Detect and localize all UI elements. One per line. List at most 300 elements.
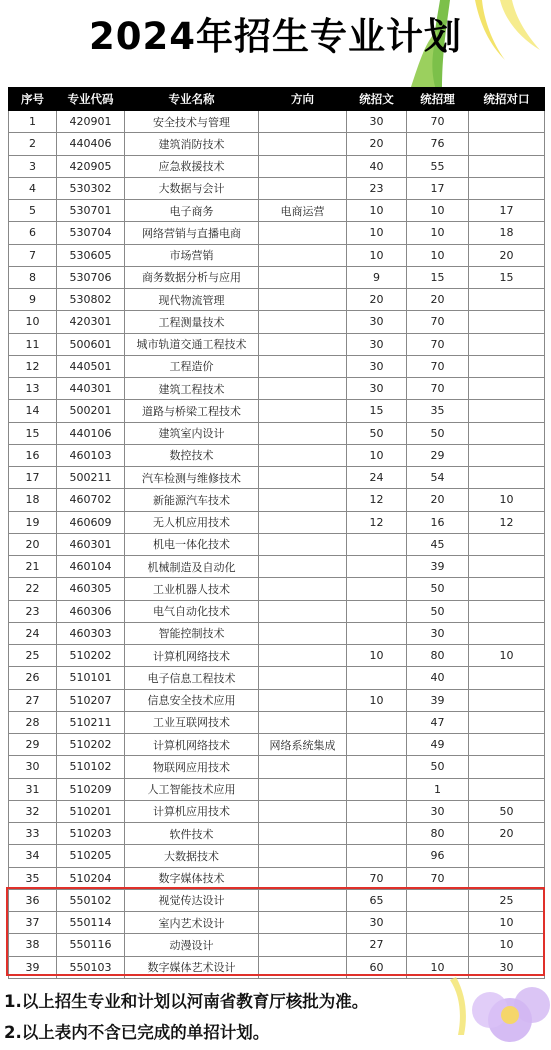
cell-code: 550102 — [57, 889, 125, 911]
cell-code: 460301 — [57, 533, 125, 555]
cell-vocational — [469, 177, 545, 199]
cell-vocational — [469, 556, 545, 578]
cell-index: 12 — [9, 355, 57, 377]
cell-code: 500201 — [57, 400, 125, 422]
cell-vocational — [469, 578, 545, 600]
cell-arts: 50 — [347, 422, 407, 444]
cell-index: 28 — [9, 711, 57, 733]
cell-major: 建筑消防技术 — [125, 133, 259, 155]
cell-index: 25 — [9, 645, 57, 667]
cell-science: 76 — [407, 133, 469, 155]
table-row — [9, 689, 545, 711]
table-row — [9, 800, 545, 822]
cell-code: 530706 — [57, 266, 125, 288]
cell-index: 31 — [9, 778, 57, 800]
cell-index: 30 — [9, 756, 57, 778]
table-row — [9, 734, 545, 756]
notes — [4, 986, 368, 1048]
table-row — [9, 489, 545, 511]
cell-science: 29 — [407, 444, 469, 466]
table-row — [9, 111, 545, 133]
cell-direction — [259, 177, 347, 199]
cell-science: 30 — [407, 622, 469, 644]
cell-direction: 网络系统集成 — [259, 734, 347, 756]
cell-science: 10 — [407, 244, 469, 266]
table-row — [9, 600, 545, 622]
cell-index: 1 — [9, 111, 57, 133]
cell-arts: 20 — [347, 289, 407, 311]
cell-index: 19 — [9, 511, 57, 533]
table-row — [9, 912, 545, 934]
cell-major: 电子商务 — [125, 200, 259, 222]
cell-direction — [259, 467, 347, 489]
cell-code: 510102 — [57, 756, 125, 778]
cell-major: 建筑室内设计 — [125, 422, 259, 444]
cell-major: 机械制造及自动化 — [125, 556, 259, 578]
cell-major: 工业机器人技术 — [125, 578, 259, 600]
cell-index: 6 — [9, 222, 57, 244]
cell-arts — [347, 711, 407, 733]
cell-code: 510101 — [57, 667, 125, 689]
header-index: 序号 — [9, 88, 57, 111]
cell-major: 应急救援技术 — [125, 155, 259, 177]
cell-index: 29 — [9, 734, 57, 756]
cell-major: 动漫设计 — [125, 934, 259, 956]
cell-science: 50 — [407, 600, 469, 622]
cell-science: 55 — [407, 155, 469, 177]
cell-major: 室内艺术设计 — [125, 912, 259, 934]
cell-code: 460305 — [57, 578, 125, 600]
table-row — [9, 889, 545, 911]
cell-arts — [347, 667, 407, 689]
cell-code: 530605 — [57, 244, 125, 266]
table-row — [9, 533, 545, 555]
cell-arts: 10 — [347, 222, 407, 244]
cell-arts: 30 — [347, 333, 407, 355]
table-row — [9, 645, 545, 667]
cell-science: 50 — [407, 578, 469, 600]
cell-code: 530302 — [57, 177, 125, 199]
cell-direction — [259, 889, 347, 911]
cell-vocational — [469, 133, 545, 155]
cell-major: 计算机网络技术 — [125, 645, 259, 667]
cell-code: 530704 — [57, 222, 125, 244]
cell-major: 计算机网络技术 — [125, 734, 259, 756]
cell-direction — [259, 756, 347, 778]
table-row — [9, 222, 545, 244]
cell-major: 新能源汽车技术 — [125, 489, 259, 511]
table-header-row — [9, 88, 545, 111]
cell-code: 510201 — [57, 800, 125, 822]
cell-arts: 30 — [347, 912, 407, 934]
cell-major: 工程造价 — [125, 355, 259, 377]
cell-science: 70 — [407, 867, 469, 889]
cell-major: 机电一体化技术 — [125, 533, 259, 555]
cell-index: 36 — [9, 889, 57, 911]
cell-arts: 65 — [347, 889, 407, 911]
cell-direction — [259, 689, 347, 711]
cell-arts: 9 — [347, 266, 407, 288]
header-code: 专业代码 — [57, 88, 125, 111]
cell-science: 20 — [407, 289, 469, 311]
cell-code: 460609 — [57, 511, 125, 533]
cell-index: 24 — [9, 622, 57, 644]
cell-code: 510211 — [57, 711, 125, 733]
cell-direction — [259, 400, 347, 422]
cell-direction — [259, 133, 347, 155]
table-row — [9, 511, 545, 533]
cell-arts: 23 — [347, 177, 407, 199]
cell-code: 510204 — [57, 867, 125, 889]
cell-major: 电子信息工程技术 — [125, 667, 259, 689]
cell-major: 视觉传达设计 — [125, 889, 259, 911]
table-row — [9, 667, 545, 689]
table-row — [9, 422, 545, 444]
cell-arts: 27 — [347, 934, 407, 956]
cell-arts: 15 — [347, 400, 407, 422]
cell-code: 420901 — [57, 111, 125, 133]
cell-major: 汽车检测与维修技术 — [125, 467, 259, 489]
cell-vocational — [469, 689, 545, 711]
cell-science: 30 — [407, 800, 469, 822]
cell-science: 70 — [407, 111, 469, 133]
cell-vocational: 10 — [469, 645, 545, 667]
cell-index: 34 — [9, 845, 57, 867]
cell-direction — [259, 956, 347, 978]
cell-science: 80 — [407, 823, 469, 845]
cell-code: 460306 — [57, 600, 125, 622]
cell-vocational: 20 — [469, 244, 545, 266]
table-row — [9, 845, 545, 867]
cell-arts: 24 — [347, 467, 407, 489]
cell-code: 460104 — [57, 556, 125, 578]
cell-direction — [259, 934, 347, 956]
cell-direction — [259, 289, 347, 311]
cell-vocational: 10 — [469, 489, 545, 511]
cell-direction — [259, 311, 347, 333]
cell-major: 市场营销 — [125, 244, 259, 266]
cell-vocational: 50 — [469, 800, 545, 822]
cell-arts: 40 — [347, 155, 407, 177]
table-body — [9, 111, 545, 979]
cell-arts: 12 — [347, 489, 407, 511]
cell-direction — [259, 266, 347, 288]
cell-science: 47 — [407, 711, 469, 733]
cell-code: 550103 — [57, 956, 125, 978]
cell-major: 数控技术 — [125, 444, 259, 466]
table-row — [9, 756, 545, 778]
cell-science: 50 — [407, 422, 469, 444]
table-row — [9, 177, 545, 199]
table-row — [9, 200, 545, 222]
cell-major: 安全技术与管理 — [125, 111, 259, 133]
header-direction: 方向 — [259, 88, 347, 111]
cell-code: 440106 — [57, 422, 125, 444]
cell-science: 35 — [407, 400, 469, 422]
cell-index: 37 — [9, 912, 57, 934]
table-row — [9, 400, 545, 422]
cell-direction — [259, 222, 347, 244]
cell-vocational — [469, 600, 545, 622]
cell-code: 530701 — [57, 200, 125, 222]
cell-science: 70 — [407, 378, 469, 400]
cell-major: 建筑工程技术 — [125, 378, 259, 400]
cell-index: 14 — [9, 400, 57, 422]
cell-index: 22 — [9, 578, 57, 600]
note-2: 2.以上表内不含已完成的单招计划。 — [4, 1023, 270, 1042]
cell-index: 20 — [9, 533, 57, 555]
header-science: 统招理 — [407, 88, 469, 111]
cell-arts — [347, 778, 407, 800]
table-row — [9, 355, 545, 377]
cell-vocational — [469, 444, 545, 466]
cell-direction — [259, 444, 347, 466]
cell-major: 现代物流管理 — [125, 289, 259, 311]
cell-index: 11 — [9, 333, 57, 355]
cell-major: 工业互联网技术 — [125, 711, 259, 733]
cell-vocational — [469, 111, 545, 133]
cell-science: 50 — [407, 756, 469, 778]
cell-index: 27 — [9, 689, 57, 711]
cell-science: 15 — [407, 266, 469, 288]
table-row — [9, 622, 545, 644]
cell-science: 96 — [407, 845, 469, 867]
cell-vocational — [469, 845, 545, 867]
cell-direction — [259, 645, 347, 667]
header-vocational: 统招对口 — [469, 88, 545, 111]
cell-index: 8 — [9, 266, 57, 288]
cell-vocational — [469, 778, 545, 800]
cell-code: 550114 — [57, 912, 125, 934]
cell-science: 70 — [407, 311, 469, 333]
cell-major: 工程测量技术 — [125, 311, 259, 333]
table-row — [9, 556, 545, 578]
cell-index: 13 — [9, 378, 57, 400]
cell-science: 17 — [407, 177, 469, 199]
cell-code: 420905 — [57, 155, 125, 177]
cell-direction — [259, 489, 347, 511]
cell-science: 49 — [407, 734, 469, 756]
cell-vocational: 10 — [469, 934, 545, 956]
cell-arts — [347, 622, 407, 644]
cell-science: 20 — [407, 489, 469, 511]
table-row — [9, 778, 545, 800]
cell-vocational: 17 — [469, 200, 545, 222]
cell-direction — [259, 355, 347, 377]
cell-vocational — [469, 378, 545, 400]
cell-science — [407, 889, 469, 911]
table-row — [9, 578, 545, 600]
cell-direction — [259, 333, 347, 355]
cell-vocational: 18 — [469, 222, 545, 244]
cell-science: 40 — [407, 667, 469, 689]
cell-arts: 10 — [347, 200, 407, 222]
cell-index: 21 — [9, 556, 57, 578]
cell-code: 500211 — [57, 467, 125, 489]
cell-vocational — [469, 422, 545, 444]
cell-code: 510209 — [57, 778, 125, 800]
table-row — [9, 867, 545, 889]
header-major: 专业名称 — [125, 88, 259, 111]
cell-vocational — [469, 622, 545, 644]
cell-index: 3 — [9, 155, 57, 177]
cell-science: 80 — [407, 645, 469, 667]
cell-direction — [259, 622, 347, 644]
table-row — [9, 244, 545, 266]
cell-major: 物联网应用技术 — [125, 756, 259, 778]
cell-major: 大数据技术 — [125, 845, 259, 867]
cell-vocational — [469, 311, 545, 333]
cell-vocational: 15 — [469, 266, 545, 288]
cell-major: 信息安全技术应用 — [125, 689, 259, 711]
cell-index: 10 — [9, 311, 57, 333]
cell-direction — [259, 600, 347, 622]
cell-vocational — [469, 289, 545, 311]
cell-arts — [347, 578, 407, 600]
cell-index: 17 — [9, 467, 57, 489]
cell-direction — [259, 511, 347, 533]
cell-direction — [259, 155, 347, 177]
cell-direction — [259, 378, 347, 400]
cell-direction — [259, 845, 347, 867]
cell-science: 39 — [407, 556, 469, 578]
table-row — [9, 266, 545, 288]
cell-vocational — [469, 333, 545, 355]
cell-arts: 30 — [347, 355, 407, 377]
cell-code: 530802 — [57, 289, 125, 311]
cell-vocational — [469, 667, 545, 689]
cell-code: 500601 — [57, 333, 125, 355]
cell-arts — [347, 533, 407, 555]
cell-arts — [347, 756, 407, 778]
cell-major: 道路与桥梁工程技术 — [125, 400, 259, 422]
cell-direction — [259, 578, 347, 600]
table-row — [9, 311, 545, 333]
cell-code: 460702 — [57, 489, 125, 511]
page-title: 2024年招生专业计划 — [89, 15, 462, 58]
cell-science: 45 — [407, 533, 469, 555]
cell-index: 9 — [9, 289, 57, 311]
cell-direction — [259, 556, 347, 578]
cell-index: 32 — [9, 800, 57, 822]
cell-arts — [347, 734, 407, 756]
cell-arts: 30 — [347, 378, 407, 400]
cell-vocational — [469, 155, 545, 177]
cell-arts: 10 — [347, 645, 407, 667]
table-row — [9, 823, 545, 845]
cell-index: 23 — [9, 600, 57, 622]
cell-index: 18 — [9, 489, 57, 511]
cell-major: 数字媒体技术 — [125, 867, 259, 889]
cell-code: 460103 — [57, 444, 125, 466]
cell-code: 510203 — [57, 823, 125, 845]
cell-major: 网络营销与直播电商 — [125, 222, 259, 244]
cell-index: 15 — [9, 422, 57, 444]
table-row — [9, 378, 545, 400]
cell-vocational — [469, 711, 545, 733]
cell-vocational: 10 — [469, 912, 545, 934]
cell-vocational — [469, 756, 545, 778]
table-row — [9, 333, 545, 355]
cell-code: 460303 — [57, 622, 125, 644]
cell-direction — [259, 422, 347, 444]
table-row — [9, 711, 545, 733]
cell-code: 440501 — [57, 355, 125, 377]
cell-vocational — [469, 533, 545, 555]
cell-science — [407, 912, 469, 934]
cell-arts — [347, 800, 407, 822]
cell-vocational — [469, 355, 545, 377]
cell-arts: 70 — [347, 867, 407, 889]
cell-arts — [347, 600, 407, 622]
cell-index: 5 — [9, 200, 57, 222]
table-row — [9, 934, 545, 956]
cell-arts: 30 — [347, 111, 407, 133]
cell-science: 16 — [407, 511, 469, 533]
cell-code: 440301 — [57, 378, 125, 400]
cell-arts: 12 — [347, 511, 407, 533]
cell-major: 商务数据分析与应用 — [125, 266, 259, 288]
cell-science: 54 — [407, 467, 469, 489]
cell-vocational: 30 — [469, 956, 545, 978]
cell-arts: 30 — [347, 311, 407, 333]
cell-direction — [259, 244, 347, 266]
cell-arts: 20 — [347, 133, 407, 155]
cell-index: 16 — [9, 444, 57, 466]
cell-code: 420301 — [57, 311, 125, 333]
table-row — [9, 444, 545, 466]
cell-major: 无人机应用技术 — [125, 511, 259, 533]
cell-index: 2 — [9, 133, 57, 155]
note-1: 1.以上招生专业和计划以河南省教育厅核批为准。 — [4, 992, 369, 1011]
cell-major: 城市轨道交通工程技术 — [125, 333, 259, 355]
cell-direction — [259, 111, 347, 133]
cell-direction — [259, 778, 347, 800]
cell-direction — [259, 711, 347, 733]
cell-science — [407, 934, 469, 956]
cell-code: 440406 — [57, 133, 125, 155]
cell-direction — [259, 800, 347, 822]
cell-code: 510202 — [57, 645, 125, 667]
cell-science: 10 — [407, 956, 469, 978]
cell-arts: 60 — [347, 956, 407, 978]
cell-vocational: 12 — [469, 511, 545, 533]
cell-direction — [259, 823, 347, 845]
cell-direction — [259, 867, 347, 889]
cell-index: 4 — [9, 177, 57, 199]
cell-major: 人工智能技术应用 — [125, 778, 259, 800]
cell-science: 10 — [407, 222, 469, 244]
enrollment-table — [8, 87, 545, 979]
cell-major: 电气自动化技术 — [125, 600, 259, 622]
table-row — [9, 155, 545, 177]
cell-science: 70 — [407, 355, 469, 377]
cell-code: 510202 — [57, 734, 125, 756]
cell-vocational: 20 — [469, 823, 545, 845]
cell-vocational — [469, 734, 545, 756]
cell-major: 智能控制技术 — [125, 622, 259, 644]
cell-index: 33 — [9, 823, 57, 845]
header-arts: 统招文 — [347, 88, 407, 111]
cell-major: 数字媒体艺术设计 — [125, 956, 259, 978]
cell-science: 1 — [407, 778, 469, 800]
cell-vocational — [469, 467, 545, 489]
cell-direction — [259, 533, 347, 555]
cell-major: 软件技术 — [125, 823, 259, 845]
cell-arts: 10 — [347, 689, 407, 711]
table-row — [9, 133, 545, 155]
cell-code: 550116 — [57, 934, 125, 956]
